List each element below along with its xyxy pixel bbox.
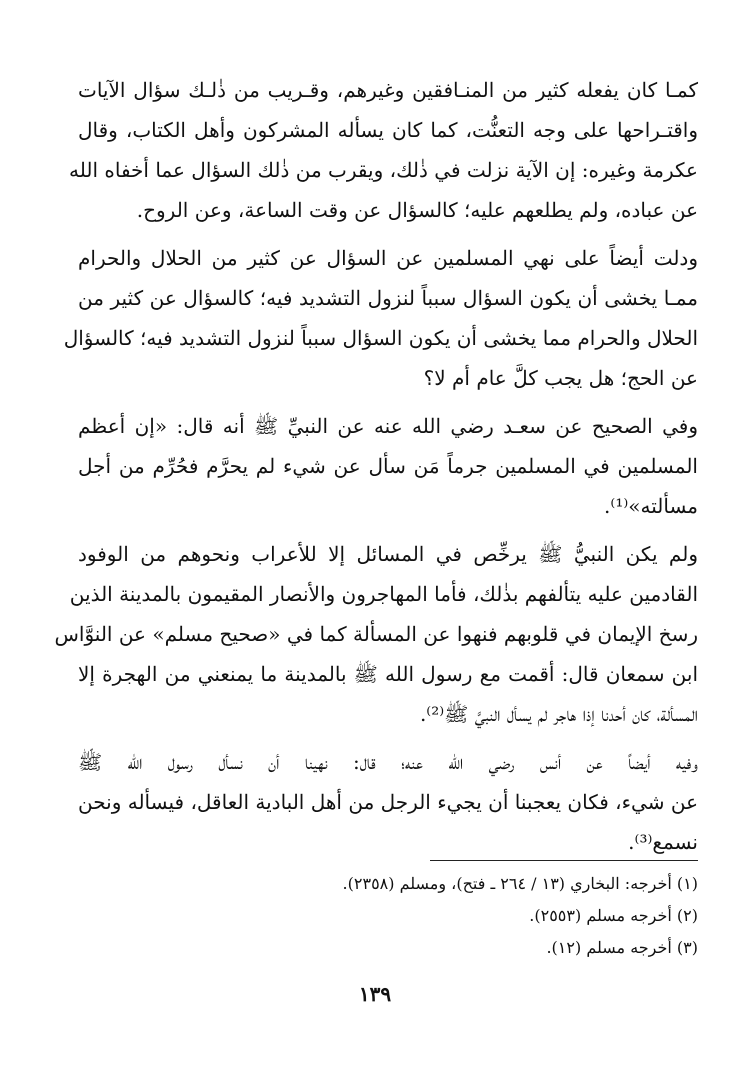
text-line: عن عباده، ولم يطلعهم عليه؛ كالسؤال عن وقت الساعة، وعن الروح. [136,198,698,222]
text-line: وفي الصحيح عن سعـد رضي الله عنه عن النبيِّ ﷺ أنه قال: «إن أعظم [78,414,698,438]
text-line: مسألته»⁽¹⁾. [604,494,698,518]
text-line: الحلال والحرام مما يخشى أن يكون السؤال سبباً لنزول التشديد فيه؛ كالسؤال [63,326,698,350]
paragraph-gap [78,230,698,238]
text-line: واقتـراحها على وجه التعنُّت، كما كان يسأله المشركون وأهل الكتاب، وقال [78,118,698,142]
main-text [54,70,699,862]
footnote-2: (٢) أخرجه مسلم (٢٥٥٣). [529,906,698,925]
footnote-3: (٣) أخرجه مسلم (١٢). [546,938,698,957]
text-line: القادمين عليه يتألفهم بذٰلك، فأما المهاجرون والأنصار المقيمون بالمدينة الذين [69,582,698,606]
text-line: عن الحج؛ هل يجب كلَّ عام أم لا؟ [423,366,698,390]
paragraph-gap [78,526,698,534]
text-line: ابن سمعان قال: أقمت مع رسول الله ﷺ بالمدينة ما يمنعني من الهجرة إلا [78,662,698,686]
text-line: وفيه أيضاً عن أنس رضي الله عنه؛ قال: نهينا أن نسأل رسول الله ﷺ [78,750,698,774]
text-line: المسألة، كان أحدنا إذا هاجر لم يسأل النبيَّ ﷺ⁽²⁾. [419,702,698,726]
text-line: نسمع⁽³⁾. [628,830,698,854]
footnotes [78,868,698,964]
paragraph-gap [78,734,698,742]
text-line: رسخ الإيمان في قلوبهم فنهوا عن المسألة كما في «صحيح مسلم» عن النوَّاس [54,622,698,646]
text-line: كمـا كان يفعله كثير من المنـافقين وغيرهم، وقـريب من ذٰلـك سؤال الآيات [78,78,699,102]
text-line: عن شيء، فكان يعجبنا أن يجيء الرجل من أهل البادية العاقل، فيسأله ونحن [78,790,698,814]
paragraph-2 [63,238,698,398]
text-line: ودلت أيضاً على نهي المسلمين عن السؤال عن كثير من الحلال والحرام [78,246,698,270]
paragraph-1 [69,70,699,230]
text-line: المسلمين في المسلمين جرماً مَن سأل عن شيء لم يحرَّم فحُرِّم من أجل [78,454,698,478]
text-line: عكرمة وغيره: إن الآية نزلت في ذٰلك، ويقرب من ذٰلك السؤال عما أخفاه الله [69,158,698,182]
footnote-divider [430,860,698,861]
text-line: ولم يكن النبيُّ ﷺ يرخِّص في المسائل إلا للأعراب ونحوهم من الوفود [78,542,698,566]
page-number: ١٣٩ [358,982,392,1006]
paragraph-3 [78,406,698,526]
paragraph-5 [78,742,698,862]
paragraph-4 [54,534,698,734]
paragraph-gap [78,398,698,406]
footnote-1: (١) أخرجه: البخاري (١٣ / ٢٦٤ ـ فتح)، ومسلم (٢٣٥٨). [342,874,698,893]
text-line: ممـا يخشى أن يكون السؤال سبباً لنزول التشديد فيه؛ كالسؤال عن كثير من [78,286,698,310]
